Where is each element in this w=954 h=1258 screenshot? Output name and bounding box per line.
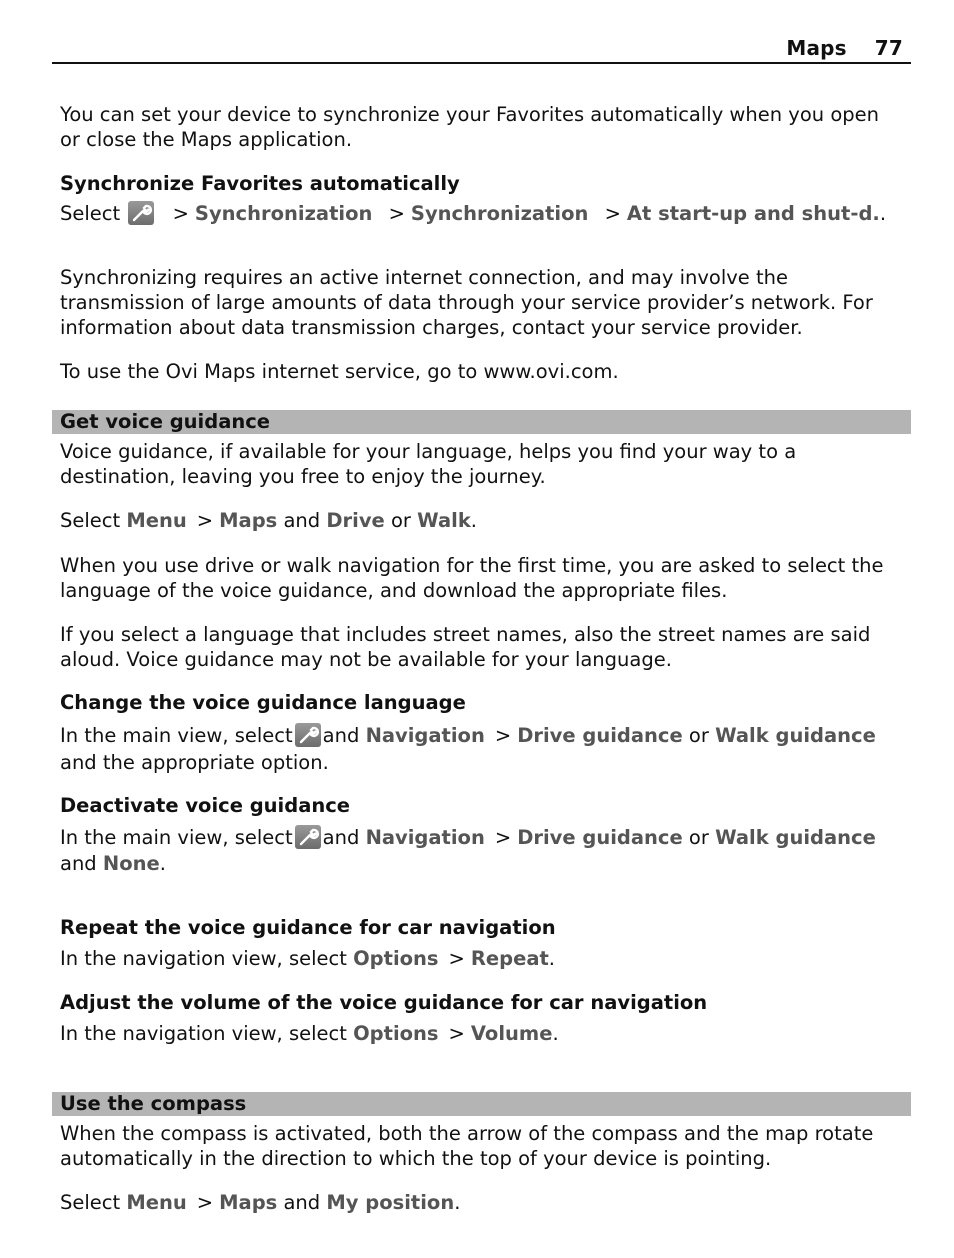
or-text: or (391, 509, 411, 532)
change-lang-heading: Change the voice guidance language (60, 691, 466, 714)
menu-none: None (102, 852, 160, 875)
instruction-text: In the main view, select (60, 724, 293, 747)
menu-volume: Volume (470, 1022, 553, 1045)
deactivate-heading: Deactivate voice guidance (60, 794, 351, 817)
menu-options: Options (353, 947, 439, 970)
menu-drive-guidance: Drive guidance (517, 826, 683, 849)
path-separator: > (196, 1191, 214, 1214)
change-lang-instruction (60, 722, 905, 776)
voice-paragraph-1: Voice guidance, if available for your language, helps you find your way to a destination, leaving you free to enjoy the journey. (60, 440, 797, 488)
menu-repeat: Repeat (470, 947, 549, 970)
period: . (470, 509, 477, 532)
menu-my-position: My position (326, 1191, 455, 1214)
page-number: 77 (874, 36, 903, 60)
volume-instruction (60, 1021, 905, 1046)
path-separator: > (388, 202, 405, 225)
period: . (552, 1022, 559, 1045)
menu-maps: Maps (219, 1191, 278, 1214)
volume-heading: Adjust the volume of the voice guidance for car navigation (60, 991, 708, 1014)
period: . (454, 1191, 461, 1214)
path-separator: > (494, 724, 512, 747)
and-text: and (322, 724, 360, 747)
instruction-text: In the navigation view, select (60, 1022, 347, 1045)
instruction-text: In the navigation view, select (60, 947, 347, 970)
menu-maps: Maps (219, 509, 278, 532)
menu-startup-shutdown: At start-up and shut-d. (626, 202, 880, 225)
menu-drive: Drive (326, 509, 385, 532)
period: . (159, 852, 166, 875)
sync-note: Synchronizing requires an active internet connection, and may involve the transmission of large amounts of data through your service provider’s network. For information about data transmission charges, contact your service provider. (60, 266, 873, 339)
menu-drive-guidance: Drive guidance (517, 724, 683, 747)
sync-instruction (60, 201, 905, 226)
section-title-compass: Use the compass (60, 1092, 247, 1115)
repeat-heading: Repeat the voice guidance for car navigation (60, 916, 556, 939)
and-text: and (283, 509, 321, 532)
select-text: Select (60, 202, 121, 225)
menu-walk-guidance: Walk guidance (715, 826, 876, 849)
menu-menu: Menu (126, 509, 187, 532)
select-text: Select (60, 509, 121, 532)
path-separator: > (448, 1022, 465, 1045)
running-header (786, 36, 903, 60)
section-title: Maps (786, 36, 847, 60)
path-separator: > (604, 202, 621, 225)
period: . (879, 202, 887, 225)
path-separator: > (196, 509, 214, 532)
wrench-icon (295, 723, 321, 747)
and-text: and (322, 826, 360, 849)
select-text: Select (60, 1191, 121, 1214)
wrench-icon (128, 201, 154, 225)
period: . (548, 947, 555, 970)
instruction-text: and the appropriate option. (60, 751, 329, 774)
menu-synchronization: Synchronization (194, 202, 373, 225)
menu-menu: Menu (126, 1191, 187, 1214)
path-separator: > (172, 202, 189, 225)
or-text: or (688, 724, 709, 747)
voice-paragraph-2: When you use drive or walk navigation for the first time, you are asked to select the language of the voice guidance, and download the appropriate files. (60, 554, 884, 602)
intro-paragraph: You can set your device to synchronize your Favorites automatically when you open or close the Maps application. (60, 103, 879, 151)
section-bar-compass (52, 1092, 911, 1116)
compass-paragraph: When the compass is activated, both the arrow of the compass and the map rotate automatically in the direction to which the top of your device is pointing. (60, 1122, 874, 1170)
deactivate-instruction (60, 825, 905, 877)
menu-walk: Walk (417, 509, 471, 532)
path-separator: > (448, 947, 465, 970)
menu-navigation: Navigation (365, 724, 485, 747)
sync-heading: Synchronize Favorites automatically (60, 172, 460, 195)
path-separator: > (494, 826, 512, 849)
repeat-instruction (60, 946, 905, 971)
wrench-icon (295, 825, 321, 849)
menu-walk-guidance: Walk guidance (715, 724, 876, 747)
ovi-note: To use the Ovi Maps internet service, go to www.ovi.com. (60, 360, 619, 383)
menu-options: Options (353, 1022, 439, 1045)
page-header (52, 34, 911, 64)
section-title-voice: Get voice guidance (60, 410, 271, 433)
voice-select-line (60, 508, 905, 533)
or-text: or (688, 826, 709, 849)
menu-synchronization-sub: Synchronization (410, 202, 589, 225)
menu-navigation: Navigation (365, 826, 485, 849)
compass-select-line (60, 1190, 905, 1215)
and-text: and (283, 1191, 321, 1214)
instruction-text: In the main view, select (60, 826, 293, 849)
voice-paragraph-3: If you select a language that includes street names, also the street names are said aloud. Voice guidance may not be available for your language. (60, 623, 871, 671)
and-text: and (60, 852, 97, 875)
section-bar-voice (52, 410, 911, 434)
